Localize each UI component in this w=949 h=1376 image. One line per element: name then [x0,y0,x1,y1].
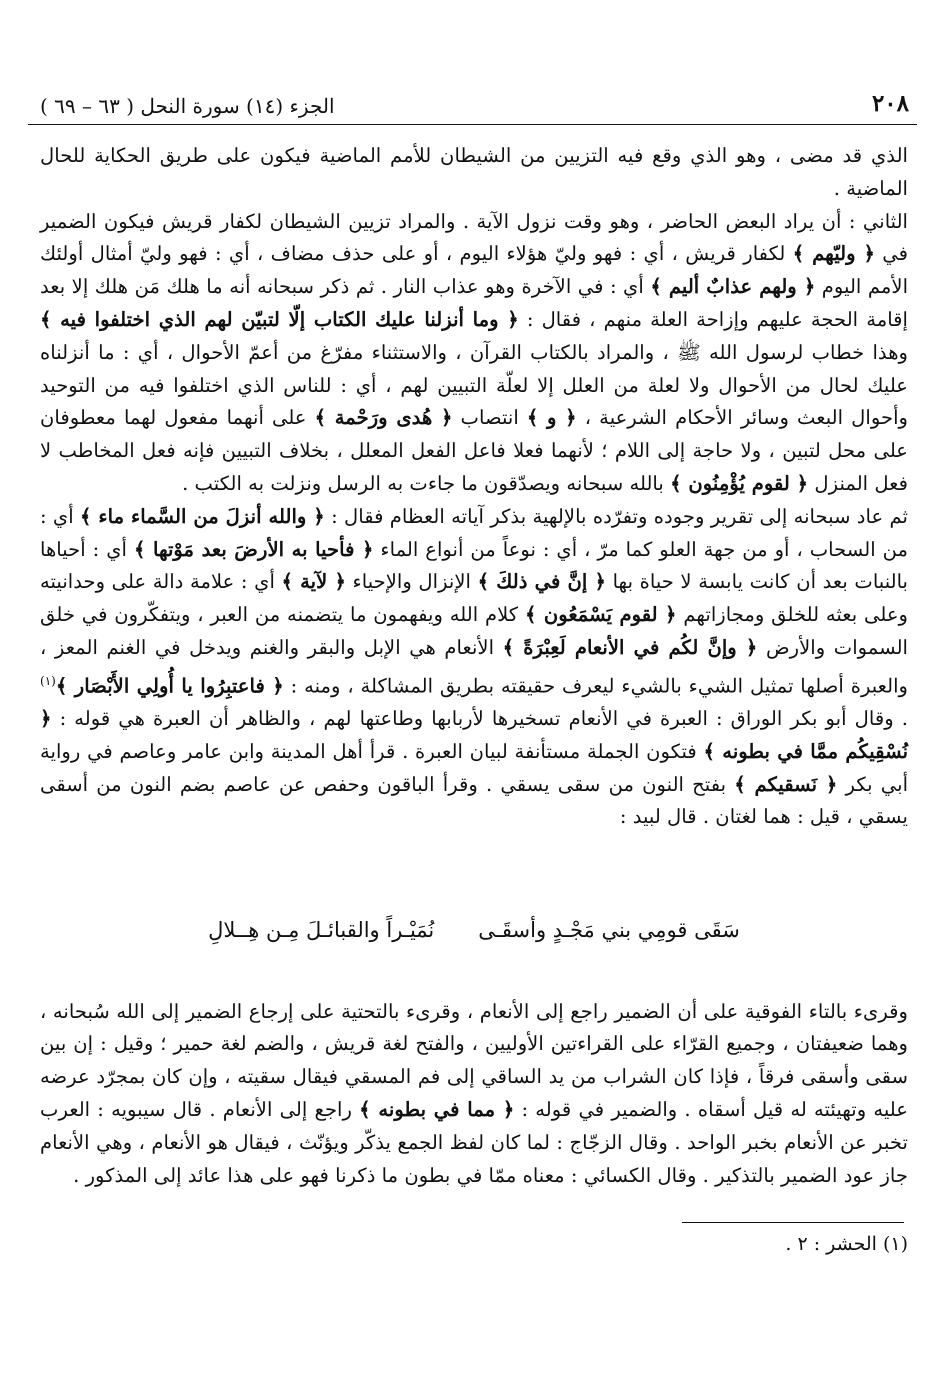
main-text-continued [40,976,908,1212]
text-span: لكفار قريش ، أي : فهو وليّ هؤلاء اليوم ، أو على حذف مضاف ، أي : فهو وليّ أمثال أولئك الأمم اليوم [40,242,909,299]
quran-quote: ﴿ مما في بطونه ﴾ [359,1097,515,1121]
header-rule [28,124,917,125]
text-span: ثم عاد سبحانه إلى تقرير وجوده وتفرّده بالإلهية بذكر آياته العظام فقال : [331,504,908,528]
quran-quote: ﴿ نُسْقِيكُم ممَّا في بطونه ﴾ [40,707,909,763]
text-span: كلام الله ويفهمون ما يتضمنه من العبر ، ويتفكّرون في خلق السموات والأرض [40,603,908,659]
text-span: الذي قد مضى ، وهو الذي وقع فيه التزيين من الشيطان للأمم الماضية فيكون على طريق الحكاية للحال الماضية . [40,144,908,200]
paragraph-4 [40,996,908,1193]
quran-quote: ﴿ إنَّ في ذلكَ ﴾ [477,570,606,594]
footnote: (١) الحشر : ٢ . [785,1233,908,1255]
quran-quote: ﴿ فاعتبِرُوا يا أُولِي الأَبْصَار ﴾ [55,674,284,698]
poem-hemistich-second: نُمَيْـراً والقبائـلَ مِـن هِــلالِ [208,918,435,942]
quran-quote: ﴿ لقوم يُؤْمِنُون ﴾ [670,471,809,495]
quran-quote: ﴿ وما أنزلنا عليك الكتاب إلّا لتبيّن لهم الذي اختلفوا فيه ﴾ [40,307,519,331]
quran-quote: ﴿ نَسقيكم ﴾ [734,772,838,796]
quran-quote: ﴿ والله أنزلَ من السَّماء ماء ﴾ [80,504,325,528]
paragraph-2 [40,206,908,501]
text-span: وقرىء بالتاء الفوقية على أن الضمير راجع إلى الأنعام ، وقرىء بالتحتية على إرجاع الضمير إلى الله سُبحانه ، وهما ضعيفتان ، وجميع القرّاء على القراءتين الأوليين ، والفتح لغة قريش ، والضم لغة حمير ؛ وقيل : إن بين سقى وأسقى فرقاً ، فإذا كان الشراب من يد الساقي إلى فم المسقي فيقال سقيته ، وإن كان بمجرّد عرضه عليه وتهيئته له قيل أسقاه . والضمير في قوله : [40,999,908,1121]
quran-quote: ﴿ وليّهم ﴾ [792,242,875,266]
text-span: أي : علامة دالة على وحدانيته وعلى بعثه للخلق ومجازاتهم [40,570,908,627]
text-span: أي : أحياها بالنبات بعد أن كانت يابسة لا حياة بها [40,537,909,594]
poem-verse [40,918,908,942]
quran-quote: ﴿ هُدى ورَحْمة ﴾ [314,406,453,430]
text-span: بالله سبحانه ويصدّقون ما جاءت به الرسل ونزلت به الكتب . [182,471,664,495]
text-span: بفتح النون من سقى يسقي . وقرأ الباقون وحفص عن عاصم بضم النون من أسقى يسقي ، قيل : هما لغتان . قال لبيد : [40,772,908,829]
text-span: على أنهما مفعول لهما معطوفان على محل لتبين ، ولا حاجة إلى اللام ؛ لأنهما فعلا فاعل الفعل المعلل ، بخلاف التبيين فإنه فعل المخاطب لا فعل المنزل [40,406,908,495]
quran-quote: ﴿ وإنَّ لكُم في الأنعام لَعِبْرَةً ﴾ [502,635,758,659]
text-span: راجع إلى الأنعام . قال سيبويه : العرب تخبر عن الأنعام بخبر الواحد . وقال الزجّاج : لما كان لفظ الجمع يذكّر ويؤنّث ، فيقال هو الأنعام ، وهي الأنعام جاز عود الضمير بالتذكير . وقال الكسائي : معناه ممّا في بطون ما ذكرنا فهو على هذا عائد إلى المذكور . [40,1097,908,1187]
text-span: أي : في الآخرة وهو عذاب النار . ثم ذكر سبحانه أنه ما هلك مَن هلك إلا بعد إقامة الحجة عليهم وإزاحة العلة منهم ، فقال : [40,275,908,331]
text-span: الثاني : أن يراد البعض الحاضر ، وهو وقت نزول الآية . والمراد تزيين الشيطان لكفار قريش فيكون الضمير في [40,209,908,266]
quran-quote: ﴿ و ﴾ [526,406,577,430]
text-span: فتكون الجملة مستأنفة لبيان العبرة . قرأ أهل المدينة وابن عامر وعاصم في رواية أبي بكر [40,739,909,796]
text-span: . وقال أبو بكر الوراق : العبرة في الأنعام تسخيرها لأربابها وطاعتها لهم ، والظاهر أن العبرة هي قوله : [59,707,908,731]
text-span: الأنعام هي الإبل والبقر والغنم ويدخل في الغنم المعز ، والعبرة أصلها تمثيل الشيء بالشيء ليعرف حقيقته بطريق المشاكلة ، ومنه : [40,635,909,698]
main-text [40,140,908,834]
text-span: أي : نوعاً من أنواع الماء [380,537,578,561]
quran-quote: ﴿ ولهم عذابٌ أليم ﴾ [650,275,816,299]
footnote-rule [682,1222,904,1223]
text-span: وهذا خطاب لرسول الله ﷺ ، والمراد بالكتاب القرآن ، والاستثناء مفرّغ من أعمّ الأحوال ، أي : ما أنزلناه عليك لحال من الأحوال ولا لعلة من العلل إلا لعلّة التبيين لهم ، أي : للناس الذي اختلفوا فيه من التوحيد وأحوال البعث وسائر الأحكام الشرعية ، [40,340,908,430]
running-title: الجزء (١٤) سورة النحل ( ٦٣ – ٦٩ ) [40,94,335,118]
page-number: ٢٠٨ [871,90,909,117]
quran-quote: ﴿ فأحيا به الأرضَ بعد مَوْتها ﴾ [133,537,374,561]
footnote-ref: (١) [40,673,56,688]
page-header [28,88,917,128]
text-span: انتصاب [460,406,519,430]
quran-quote: ﴿ لقوم يَسْمَعُون ﴾ [524,603,677,627]
paragraph-3 [40,501,908,835]
text-span: أي : من السحاب ، أو من جهة العلو كما مرّ ، [40,504,909,561]
paragraph-1 [40,140,908,206]
text-span: الإنزال والإحياء [352,570,471,594]
poem-hemistich-first: سَقَى قومِي بني مَجْـدٍ وأسقَـى [478,918,740,942]
quran-quote: ﴿ لآية ﴾ [281,570,346,594]
